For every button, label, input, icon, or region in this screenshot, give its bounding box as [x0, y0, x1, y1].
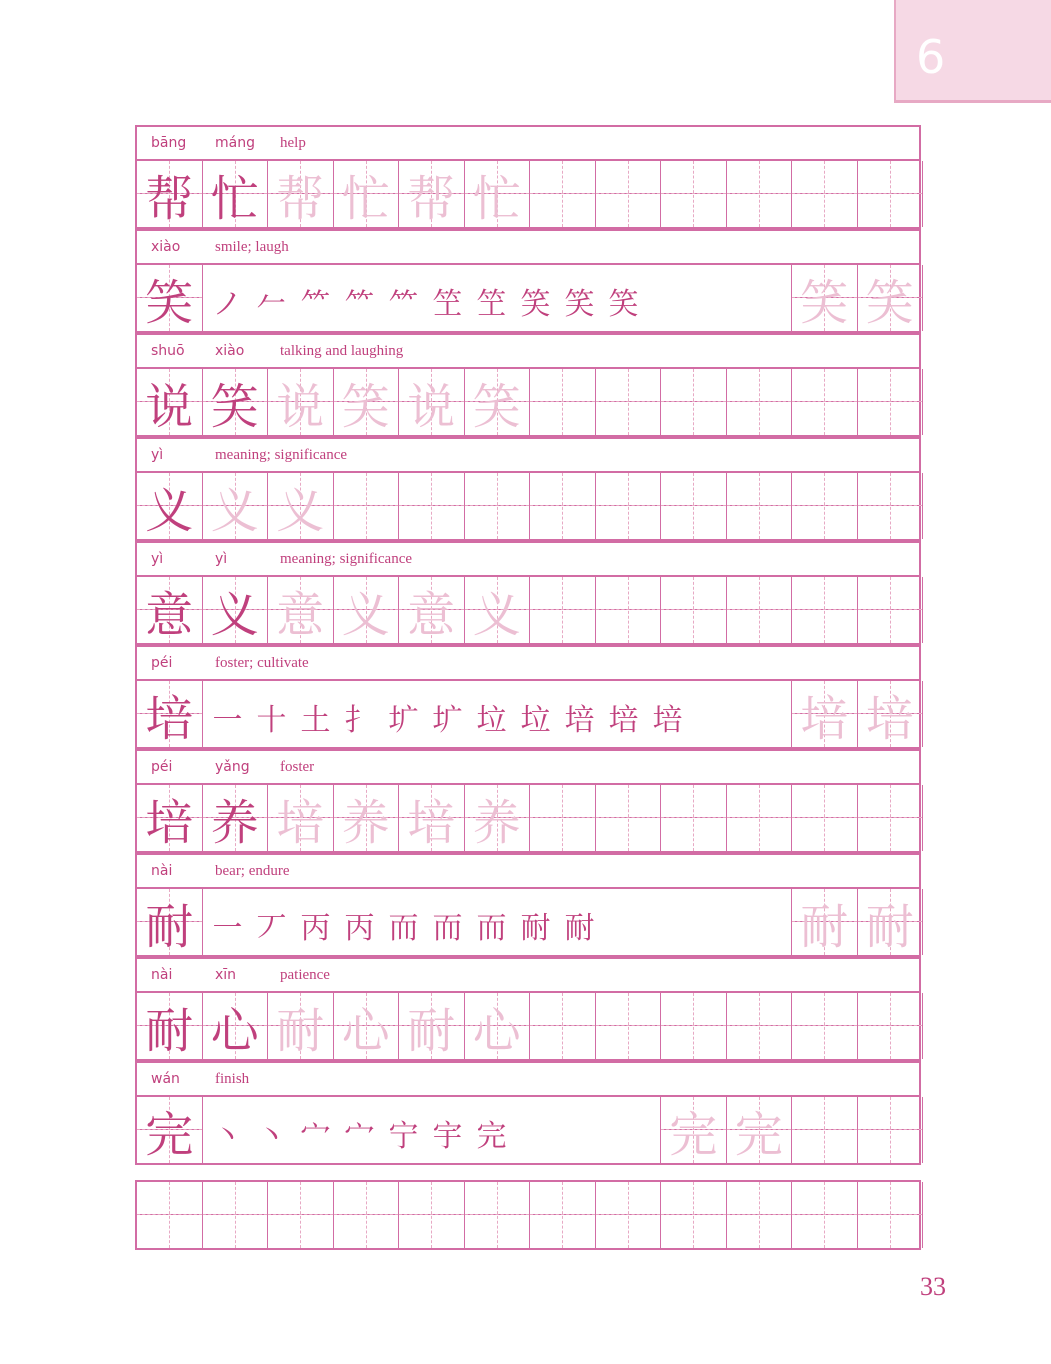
grid-cell: [792, 577, 858, 643]
stroke-step: ノ: [212, 287, 243, 322]
label-row: [135, 333, 921, 367]
stroke-step: 笁: [476, 287, 507, 322]
grid-cell: [727, 1182, 793, 1248]
label-row: [135, 645, 921, 679]
stroke-step: 一: [212, 911, 243, 946]
grid-cell: [268, 1182, 334, 1248]
stroke-step: 丙: [300, 911, 331, 946]
pinyin: xīn: [215, 967, 237, 983]
grid-cell: [137, 161, 203, 227]
grid-cell: [596, 161, 662, 227]
model-character: 耐: [145, 1002, 194, 1059]
stroke-step: 丶: [256, 1119, 287, 1154]
stroke-step: 宁: [388, 1119, 419, 1154]
label-row: [135, 957, 921, 991]
trace-character: 培: [865, 690, 914, 747]
grid-cell: [203, 473, 269, 539]
practice-sheet: [135, 125, 921, 1165]
stroke-step: 笑: [520, 287, 551, 322]
pinyin: péi: [151, 759, 173, 775]
trace-character: 培: [407, 794, 456, 851]
grid-cell: [792, 1182, 858, 1248]
grid-cell: [137, 993, 203, 1059]
meaning: foster: [280, 759, 315, 775]
grid-cell: [203, 161, 269, 227]
trace-character: 忙: [472, 170, 521, 227]
trace-character: 笑: [472, 378, 521, 435]
grid-cell: [465, 1182, 531, 1248]
grid-cell: [203, 577, 269, 643]
grid-cell: [661, 785, 727, 851]
grid-cell: [661, 369, 727, 435]
model-character: 笑: [210, 378, 259, 435]
pinyin: wán: [151, 1071, 180, 1087]
trace-character: 笑: [865, 274, 914, 331]
stroke-step: 而: [432, 911, 463, 946]
grid-row: [135, 263, 921, 333]
model-character: 培: [145, 794, 194, 851]
grid-cell: [268, 785, 334, 851]
grid-cell: [334, 161, 400, 227]
grid-cell: [530, 993, 596, 1059]
pinyin: xiào: [215, 343, 245, 359]
grid-cell: [399, 473, 465, 539]
pinyin: máng: [215, 135, 255, 151]
grid-cell: [530, 1182, 596, 1248]
grid-cell: [661, 577, 727, 643]
stroke-step: 圹: [388, 703, 419, 738]
chapter-tab: [894, 0, 1051, 103]
grid-cell: [727, 473, 793, 539]
grid-cell: [727, 161, 793, 227]
grid-cell: [596, 993, 662, 1059]
meaning: smile; laugh: [215, 239, 289, 255]
grid-cell: [858, 161, 924, 227]
blank-grid-row: [135, 1180, 921, 1250]
stroke-step: 宀: [344, 1119, 375, 1154]
grid-cell: [465, 161, 531, 227]
grid-cell: [727, 577, 793, 643]
grid-cell: [792, 993, 858, 1059]
grid-cell: [596, 473, 662, 539]
grid-cell: [465, 369, 531, 435]
pinyin: yì: [151, 551, 164, 567]
trace-character: 忙: [341, 170, 390, 227]
model-character: 帮: [145, 170, 194, 227]
meaning: patience: [280, 967, 330, 983]
grid-cell: [334, 1182, 400, 1248]
model-character: 培: [145, 690, 194, 747]
grid-cell: [334, 785, 400, 851]
grid-cell: [661, 993, 727, 1059]
pinyin: nài: [151, 863, 173, 879]
trace-character: 义: [341, 586, 390, 643]
stroke-step: 宀: [300, 1119, 331, 1154]
trace-character: 意: [407, 586, 456, 643]
grid-cell: [792, 681, 858, 747]
trace-character: 义: [210, 482, 259, 539]
grid-cell: [399, 369, 465, 435]
grid-cell: [661, 161, 727, 227]
grid-cell: [858, 265, 924, 331]
grid-cell: [137, 681, 203, 747]
grid-cell: [137, 265, 203, 331]
pinyin: nài: [151, 967, 173, 983]
grid-cell: [399, 161, 465, 227]
grid-cell: [661, 473, 727, 539]
stroke-order: [203, 1097, 662, 1163]
trace-character: 说: [276, 378, 325, 435]
trace-character: 心: [341, 1002, 390, 1059]
pinyin: shuō: [151, 343, 185, 359]
meaning: help: [280, 135, 306, 151]
trace-character: 耐: [865, 898, 914, 955]
grid-cell: [530, 785, 596, 851]
meaning: meaning; significance: [280, 551, 413, 567]
grid-cell: [792, 265, 858, 331]
pinyin: yì: [151, 447, 164, 463]
grid-cell: [727, 1097, 793, 1163]
trace-character: 帮: [276, 170, 325, 227]
grid-cell: [792, 161, 858, 227]
stroke-step: 完: [476, 1119, 507, 1154]
label-row: [135, 541, 921, 575]
pinyin: péi: [151, 655, 173, 671]
grid-cell: [858, 681, 924, 747]
trace-character: 完: [669, 1106, 718, 1163]
model-character: 养: [210, 794, 259, 851]
blank-practice-row: [135, 1180, 921, 1250]
grid-cell: [137, 1097, 203, 1163]
stroke-step: ⺮: [388, 287, 419, 322]
grid-cell: [727, 785, 793, 851]
grid-cell: [727, 993, 793, 1059]
grid-cell: [858, 577, 924, 643]
grid-cell: [596, 785, 662, 851]
grid-cell: [334, 473, 400, 539]
grid-row: [135, 367, 921, 437]
grid-cell: [399, 577, 465, 643]
trace-character: 笑: [800, 274, 849, 331]
grid-cell: [465, 577, 531, 643]
grid-cell: [530, 161, 596, 227]
grid-cell: [858, 993, 924, 1059]
model-character: 心: [210, 1002, 259, 1059]
label-row: [135, 749, 921, 783]
trace-character: 养: [472, 794, 521, 851]
grid-row: [135, 783, 921, 853]
grid-cell: [137, 473, 203, 539]
grid-cell: [792, 889, 858, 955]
model-character: 义: [210, 586, 259, 643]
grid-cell: [858, 473, 924, 539]
stroke-step: 圹: [432, 703, 463, 738]
trace-character: 义: [472, 586, 521, 643]
stroke-step: 一: [212, 703, 243, 738]
trace-character: 培: [800, 690, 849, 747]
grid-cell: [530, 473, 596, 539]
trace-character: 完: [734, 1106, 783, 1163]
stroke-step: 𠂉: [256, 287, 287, 322]
grid-cell: [465, 993, 531, 1059]
label-row: [135, 437, 921, 471]
grid-row: [135, 1095, 921, 1165]
grid-cell: [465, 473, 531, 539]
grid-row: [135, 471, 921, 541]
grid-row: [135, 159, 921, 229]
grid-cell: [727, 369, 793, 435]
stroke-step: 垃: [476, 703, 507, 738]
stroke-step: 笑: [608, 287, 639, 322]
grid-cell: [137, 1182, 203, 1248]
grid-cell: [203, 993, 269, 1059]
grid-cell: [334, 993, 400, 1059]
grid-cell: [399, 993, 465, 1059]
trace-character: 培: [276, 794, 325, 851]
grid-cell: [268, 369, 334, 435]
grid-cell: [792, 369, 858, 435]
grid-cell: [465, 785, 531, 851]
model-character: 笑: [145, 274, 194, 331]
chapter-number: 6: [916, 30, 946, 84]
grid-cell: [137, 785, 203, 851]
stroke-step: 丆: [256, 911, 287, 946]
grid-cell: [399, 785, 465, 851]
stroke-step: ⺮: [300, 287, 331, 322]
model-character: 意: [145, 586, 194, 643]
meaning: meaning; significance: [215, 447, 348, 463]
meaning: finish: [215, 1071, 250, 1087]
model-character: 耐: [145, 898, 194, 955]
grid-cell: [792, 1097, 858, 1163]
stroke-step: 笁: [432, 287, 463, 322]
grid-cell: [399, 1182, 465, 1248]
meaning: bear; endure: [215, 863, 290, 879]
grid-cell: [596, 577, 662, 643]
grid-cell: [858, 1097, 924, 1163]
label-row: [135, 125, 921, 159]
grid-cell: [530, 577, 596, 643]
grid-row: [135, 679, 921, 749]
grid-cell: [858, 369, 924, 435]
grid-cell: [268, 473, 334, 539]
grid-cell: [137, 369, 203, 435]
grid-cell: [334, 577, 400, 643]
stroke-order: [203, 681, 793, 747]
grid-cell: [858, 785, 924, 851]
trace-character: 耐: [407, 1002, 456, 1059]
grid-cell: [334, 369, 400, 435]
grid-cell: [268, 993, 334, 1059]
stroke-step: 而: [476, 911, 507, 946]
grid-row: [135, 991, 921, 1061]
label-row: [135, 1061, 921, 1095]
trace-character: 说: [407, 378, 456, 435]
grid-cell: [268, 577, 334, 643]
pinyin: yì: [215, 551, 228, 567]
grid-cell: [596, 1182, 662, 1248]
stroke-step: 土: [300, 703, 331, 738]
stroke-step: 耐: [520, 911, 551, 946]
grid-row: [135, 887, 921, 957]
grid-cell: [858, 889, 924, 955]
trace-character: 耐: [800, 898, 849, 955]
grid-cell: [203, 785, 269, 851]
trace-character: 耐: [276, 1002, 325, 1059]
stroke-step: 垃: [520, 703, 551, 738]
grid-cell: [858, 1182, 924, 1248]
stroke-step: 而: [388, 911, 419, 946]
pinyin: yǎng: [215, 759, 250, 775]
grid-cell: [530, 369, 596, 435]
grid-cell: [137, 577, 203, 643]
model-character: 完: [145, 1106, 194, 1163]
trace-character: 养: [341, 794, 390, 851]
stroke-step: 丶: [212, 1119, 243, 1154]
grid-cell: [661, 1182, 727, 1248]
page-number: 33: [920, 1272, 946, 1301]
pinyin: bāng: [151, 135, 187, 151]
grid-cell: [792, 785, 858, 851]
grid-row: [135, 575, 921, 645]
grid-cell: [268, 161, 334, 227]
grid-cell: [596, 369, 662, 435]
grid-cell: [203, 369, 269, 435]
trace-character: 笑: [341, 378, 390, 435]
grid-cell: [661, 1097, 727, 1163]
grid-cell: [792, 473, 858, 539]
label-row: [135, 229, 921, 263]
grid-cell: [203, 1182, 269, 1248]
trace-character: 意: [276, 586, 325, 643]
stroke-order: [203, 889, 793, 955]
trace-character: 义: [276, 482, 325, 539]
stroke-step: 十: [256, 703, 287, 738]
stroke-step: ⺮: [344, 287, 375, 322]
grid-cell: [137, 889, 203, 955]
stroke-step: 笑: [564, 287, 595, 322]
stroke-step: 培: [652, 703, 683, 738]
stroke-step: 培: [564, 703, 595, 738]
stroke-step: 宇: [432, 1119, 463, 1154]
stroke-step: 丙: [344, 911, 375, 946]
stroke-step: 扌: [344, 703, 375, 738]
stroke-step: 耐: [564, 911, 595, 946]
trace-character: 心: [472, 1002, 521, 1059]
label-row: [135, 853, 921, 887]
model-character: 义: [145, 482, 194, 539]
meaning: foster; cultivate: [215, 655, 309, 671]
stroke-step: 培: [608, 703, 639, 738]
trace-character: 帮: [407, 170, 456, 227]
model-character: 忙: [210, 170, 259, 227]
pinyin: xiào: [151, 239, 181, 255]
meaning: talking and laughing: [280, 343, 404, 359]
stroke-order: [203, 265, 793, 331]
model-character: 说: [145, 378, 194, 435]
